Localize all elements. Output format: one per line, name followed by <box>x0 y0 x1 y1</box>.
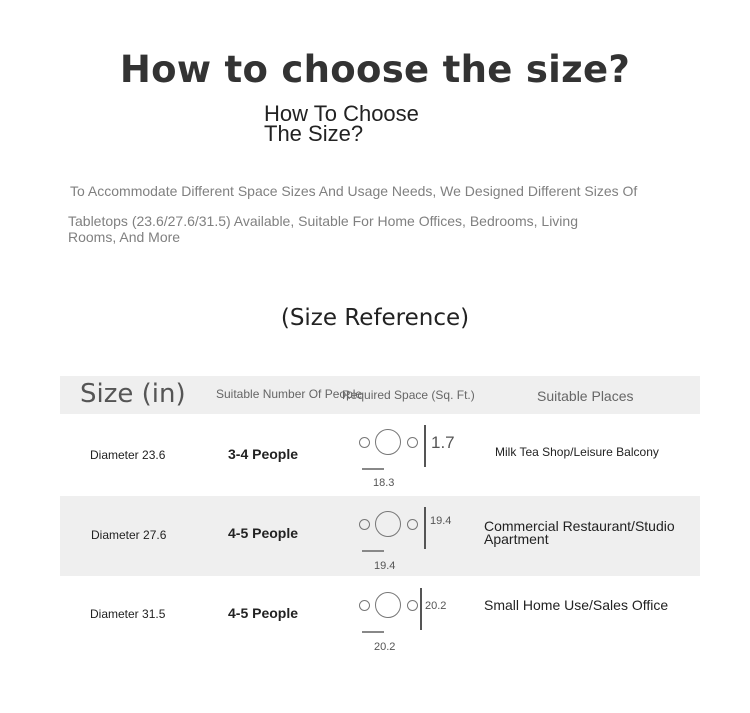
dimension-horizontal: 18.3 <box>373 477 395 489</box>
table-row <box>60 496 700 576</box>
table-row <box>60 576 700 656</box>
chair-icon <box>407 437 418 448</box>
table-icon <box>375 429 401 455</box>
row-people: 4-5 People <box>228 605 299 621</box>
dimension-horizontal: 20.2 <box>374 641 396 653</box>
dimension-line-horizontal <box>362 550 384 552</box>
header-people: Suitable Number Of People <box>216 387 363 401</box>
page-title: How to choose the size? <box>119 48 631 91</box>
dimension-vertical: 19.4 <box>430 515 452 527</box>
row-place: Commercial Restaurant/Studio Apartment <box>484 518 675 547</box>
header-space: Required Space (Sq. Ft.) <box>342 388 475 402</box>
dimension-line-vertical <box>420 588 422 630</box>
dimension-line-horizontal <box>362 631 384 633</box>
row-place: Small Home Use/Sales Office <box>484 597 669 613</box>
subtitle-line-2: The Size? <box>264 121 364 146</box>
chair-icon <box>407 519 418 530</box>
description-line-2: Tabletops (23.6/27.6/31.5) Available, Suitable For Home Offices, Bedrooms, Living Rooms, And More <box>68 213 578 245</box>
dimension-vertical: 20.2 <box>425 600 447 612</box>
size-reference-title: (Size Reference) <box>280 305 470 331</box>
subtitle <box>264 101 419 146</box>
dimension-line-vertical <box>424 425 426 467</box>
dimension-horizontal: 19.4 <box>374 560 396 572</box>
chair-icon <box>359 600 370 611</box>
row-people: 3-4 People <box>228 446 299 462</box>
row-size: Diameter 27.6 <box>91 528 167 542</box>
row-size: Diameter 31.5 <box>90 607 166 621</box>
chair-icon <box>407 600 418 611</box>
row-size: Diameter 23.6 <box>90 448 166 462</box>
description-line-1: To Accommodate Different Space Sizes And Usage Needs, We Designed Different Sizes Of <box>70 183 638 199</box>
dimension-vertical: 1.7 <box>431 433 455 452</box>
space-diagram <box>355 592 465 662</box>
row-place: Milk Tea Shop/Leisure Balcony <box>495 445 659 459</box>
chair-icon <box>359 519 370 530</box>
subtitle-line-1: How To Choose <box>264 101 419 126</box>
table-header <box>60 376 700 414</box>
space-diagram <box>355 511 465 581</box>
table-icon <box>375 592 401 618</box>
row-people: 4-5 People <box>228 525 299 541</box>
dimension-line-horizontal <box>362 468 384 470</box>
space-diagram <box>355 425 465 495</box>
chair-icon <box>359 437 370 448</box>
header-size: Size (in) <box>80 379 186 409</box>
table-icon <box>375 511 401 537</box>
table-row <box>60 416 700 496</box>
dimension-line-vertical <box>424 507 426 549</box>
header-places: Suitable Places <box>537 388 634 404</box>
